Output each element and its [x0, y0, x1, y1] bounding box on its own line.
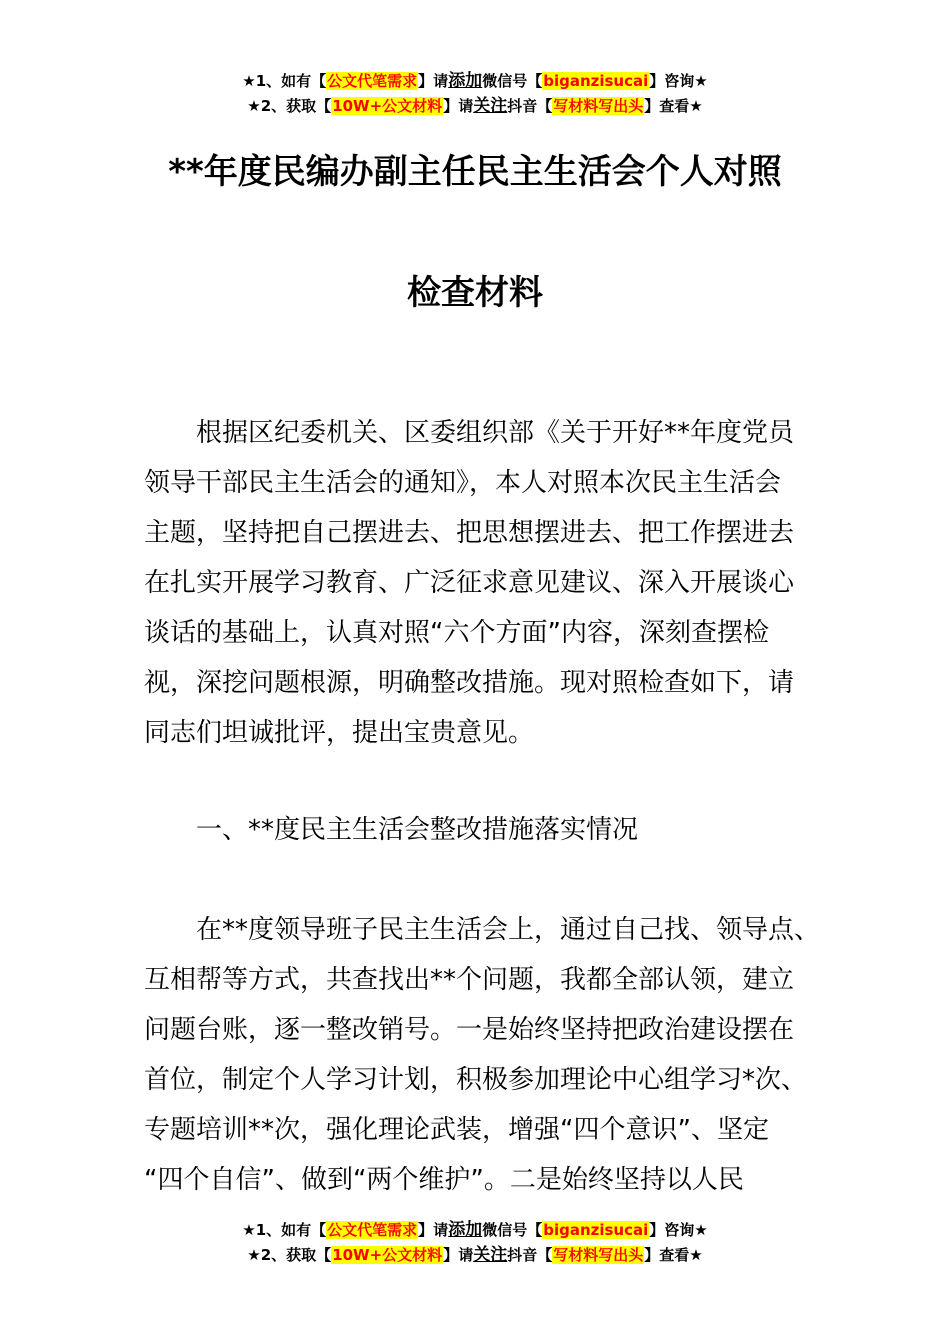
promo-highlight: 公文代笔需求: [327, 1221, 418, 1239]
paragraph-line: 首位，制定个人学习计划，积极参加理论中心组学习*次、: [144, 1065, 808, 1095]
paragraph-line: 根据区纪委机关、区委组织部《关于开好**年度党员: [144, 418, 795, 448]
promo-text: 】请: [443, 97, 474, 115]
promo-text: 微信号【: [482, 1221, 543, 1239]
promo-douyin-account: 写材料写出头: [553, 1246, 644, 1264]
promo-highlight: 公文代笔需求: [327, 72, 418, 90]
promo-emphasis: 添加: [448, 1220, 483, 1240]
promo-text: 】咨询★: [649, 72, 708, 90]
paragraph-intro: [144, 408, 816, 758]
header-promo-line-1: [0, 70, 950, 92]
paragraph-line: 专题培训**次，强化理论武装，增强“四个意识”、坚定: [144, 1115, 769, 1145]
promo-emphasis: 关注: [473, 1245, 508, 1265]
paragraph-line: 主题，坚持把自己摆进去、把思想摆进去、把工作摆进去: [144, 518, 795, 548]
promo-text: ★1、如有【: [242, 72, 327, 90]
paragraph-line: “四个自信”、做到“两个维护”。二是始终坚持以人民: [144, 1165, 744, 1195]
promo-text: 抖音【: [507, 97, 553, 115]
paragraph-line: 谈话的基础上，认真对照“六个方面”内容，深刻查摆检: [144, 618, 769, 648]
paragraph-line: 互相帮等方式，共查找出**个问题，我都全部认领，建立: [144, 965, 795, 995]
promo-emphasis: 添加: [448, 71, 483, 91]
paragraph-line: 同志们坦诚批评，提出宝贵意见。: [144, 718, 535, 748]
promo-text: 】请: [418, 72, 449, 90]
promo-highlight: 10W+公文材料: [332, 1246, 443, 1264]
promo-emphasis: 关注: [473, 96, 508, 116]
promo-text: ★2、获取【: [247, 97, 332, 115]
paragraph-line: 在**度领导班子民主生活会上，通过自己找、领导点、: [144, 915, 821, 945]
promo-text: 】请: [443, 1246, 474, 1264]
section-heading-text: 一、**度民主生活会整改措施落实情况: [144, 815, 639, 845]
paragraph-line: 问题台账，逐一整改销号。一是始终坚持把政治建设摆在: [144, 1015, 795, 1045]
promo-text: 抖音【: [507, 1246, 553, 1264]
promo-text: 微信号【: [482, 72, 543, 90]
promo-text: 】查看★: [644, 97, 703, 115]
paragraph-line: 视，深挖问题根源，明确整改措施。现对照检查如下，请: [144, 668, 795, 698]
promo-text: 】查看★: [644, 1246, 703, 1264]
paragraph-line: 在扎实开展学习教育、广泛征求意见建议、深入开展谈心: [144, 568, 795, 598]
promo-text: ★2、获取【: [247, 1246, 332, 1264]
document-title-line-2: 检查材料: [407, 273, 543, 313]
footer-promo-line-2: [0, 1244, 950, 1266]
paragraph-rectification: [144, 905, 821, 1205]
promo-text: 】请: [418, 1221, 449, 1239]
promo-wechat-id: biganzisucai: [543, 72, 649, 90]
promo-highlight: 10W+公文材料: [332, 97, 443, 115]
document-title-line-1: **年度民编办副主任民主生活会个人对照: [168, 152, 782, 192]
header-promo-line-2: [0, 95, 950, 117]
footer-promo-line-1: [0, 1219, 950, 1241]
promo-text: ★1、如有【: [242, 1221, 327, 1239]
promo-text: 】咨询★: [649, 1221, 708, 1239]
promo-douyin-account: 写材料写出头: [553, 97, 644, 115]
promo-wechat-id: biganzisucai: [543, 1221, 649, 1239]
paragraph-line: 领导干部民主生活会的通知》，本人对照本次民主生活会: [144, 468, 782, 498]
section-heading: [144, 805, 816, 855]
